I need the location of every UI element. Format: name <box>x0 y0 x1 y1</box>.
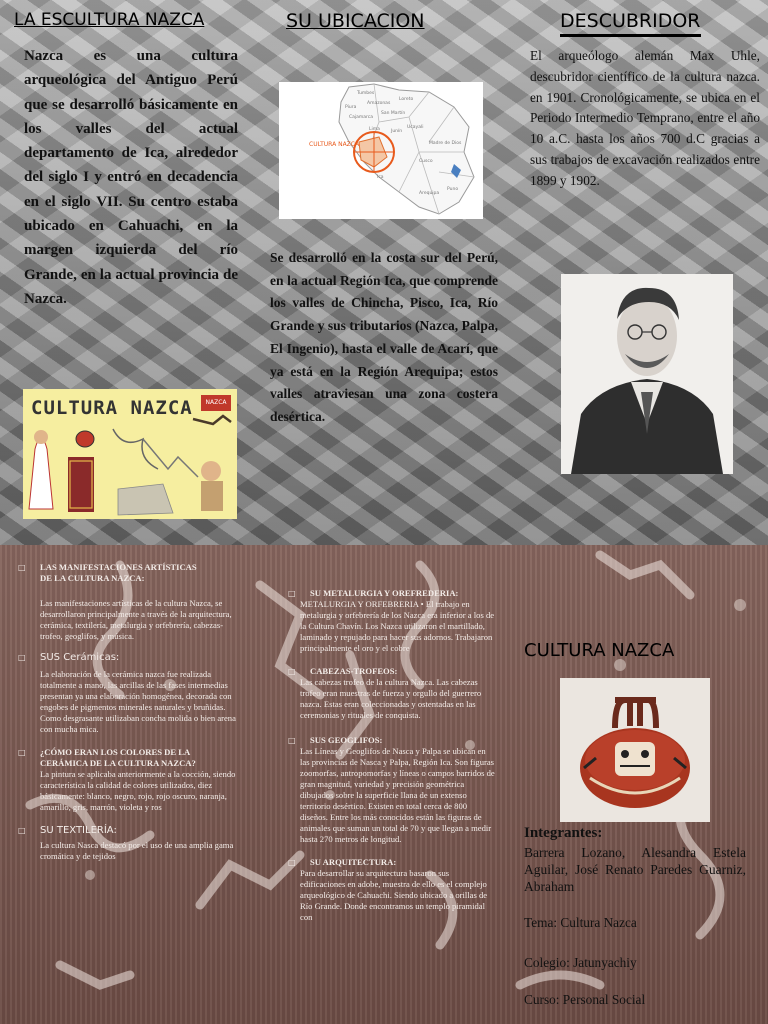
section-heading: CABEZAS-TROFEOS: <box>310 666 398 676</box>
section-geoglifos <box>288 735 496 845</box>
section-body: La pintura se aplicaba anteriormente a la cocción, siendo característica la calidad de colores utilizados, diez básicamente: blanco, negro, rojo, rojo oscuro, naranja, amarillo, gris, marrón, violeta y ros <box>40 769 236 812</box>
map-region: Ucayali <box>407 125 424 130</box>
map-region: Piura <box>345 105 357 110</box>
section-body: Las manifestaciones artísticas de la cultura Nazca, se desarrollaron principalmente a través de la arquitectura, cerámica, textilería, metalurgia y orfebrería, cabezas- trofeo, geoglifos, y música. <box>40 598 232 641</box>
peru-map-image <box>279 82 483 219</box>
intro-paragraph: Nazca es una cultura arqueológica del Antiguo Perú que se desarrolló básicamente en los valles del actual departamento de Ica, alrededor del siglo I y entró en decadencia en el siglo VII. Su centro estaba ubicado en Cahuachi, en la margen izquierda del río Grande, en la actual provincia de Nazca. <box>24 48 238 307</box>
map-region: Amazonas <box>367 101 391 106</box>
section-arquitectura <box>288 857 496 923</box>
bullet-icon: □ <box>288 667 296 676</box>
portrait-icon <box>561 274 733 474</box>
cover-title: CULTURA NAZCA <box>524 640 675 661</box>
banner-badge: NAZCA <box>201 395 231 411</box>
colegio-line: Colegio: Jatunyachiy <box>524 955 637 970</box>
bullet-icon: □ <box>288 736 296 745</box>
section-body: La cultura Nasca destacó por el uso de una amplia gama cromática y de tejidos <box>40 840 234 861</box>
section-heading: SU ARQUITECTURA: <box>310 857 397 867</box>
title-escultura: LA ESCULTURA NAZCA <box>14 10 205 30</box>
section-heading: LAS MANIFESTACIONES ARTÍSTICAS DE LA CULTURA NAZCA: <box>40 562 197 583</box>
map-region: Arequipa <box>419 191 440 196</box>
bullet-icon: □ <box>18 563 26 572</box>
peru-map-icon <box>279 82 483 219</box>
map-region: Cusco <box>419 159 433 164</box>
cultura-nazca-banner <box>23 389 237 519</box>
section-body: Las cabezas trofeo de la cultura Nazca. Las cabezas trofeo eran muestras de fuerza y orgullo del guerrero nazca. Estas eran coleccionadas y ostentadas en las ceremonias y rituales de conquista. <box>300 677 482 720</box>
map-region: Puno <box>447 187 459 192</box>
section-body: Las Líneas y Geoglifos de Nasca y Palpa se ubican en las provincias de Nasca y Palpa, Región Ica. Son figuras zoomorfas, antropomorfas y líneas o campos barridos de gran magnitud, variedad y precisión geométrica dibujados sobre la superficie llana de un extenso territorio desértico. Existen en total cerca de 800 diseños. Entre los más conocidos están las figuras de animales que suman un total de 70 y que llegan a medir hasta 270 metros de longitud. <box>300 746 495 844</box>
banner-title: CULTURA NAZCA <box>31 397 193 419</box>
map-region: Junín <box>391 129 403 134</box>
section-heading: SU TEXTILERÍA: <box>40 825 117 836</box>
bullet-icon: □ <box>18 826 26 835</box>
map-region: Cajamarca <box>349 115 374 120</box>
discoverer-paragraph: El arqueólogo alemán Max Uhle, descubridor científico de la cultura nazca. en 1901. Cronológicamente, se ubica en el Periodo Intermedio Temprano, entre el año 10 a.C. hasta los años 700 d.C gracias a sus trabajos de excavación realizados entre 1899 y 1902. <box>530 48 760 188</box>
map-region: Lima <box>369 127 380 132</box>
location-paragraph: Se desarrolló en la costa sur del Perú, en la actual Región Ica, que comprende los valles de Chincha, Pisco, Ica, Río Grande y sus tributarios (Nazca, Palpa, El Ingenio), hasta el valle de Acarí, que ya está en la Región Arequipa; estos valles atraviesan una zona costera desértica. <box>270 250 498 424</box>
section-body: METALURGIA Y ORFEBRERIA • El trabajo en metalurgia y orfebrería de los Nazca era inferior a los de la Cultura Chavín. Los Nazca utilizaron el martillado, laminado y repujado para hacer sus adornos. Trabajaron principalmente el oro y el cobre <box>300 599 495 653</box>
map-region: Tumbes <box>357 91 375 96</box>
vase-icon <box>560 678 710 822</box>
middle-text-column <box>288 588 496 923</box>
bullet-icon: □ <box>288 858 296 867</box>
banner-illustrations-icon <box>23 389 237 519</box>
bullet-icon: □ <box>18 653 26 662</box>
section-heading: SUS Cerámicas: <box>40 652 120 663</box>
title-descubridor: DESCUBRIDOR <box>560 10 701 37</box>
left-text-column <box>18 562 240 862</box>
tema-line: Tema: Cultura Nazca <box>524 915 637 930</box>
section-colores <box>18 747 240 813</box>
nazca-vase-image <box>560 678 710 822</box>
map-region: Loreto <box>399 97 414 102</box>
section-heading: SUS GEOGLIFOS: <box>310 735 383 745</box>
bullet-icon: □ <box>18 748 26 757</box>
section-metalurgia <box>288 588 496 654</box>
bullet-icon: □ <box>288 589 296 598</box>
members-list: Barrera Lozano, Alesandra Estela Aguilar, José Renato Paredes Guarniz, Abraham <box>524 845 746 894</box>
max-uhle-portrait <box>561 274 733 474</box>
map-region: San Martín <box>381 111 406 116</box>
section-heading: SU METALURGIA Y OREFREDERIA: <box>310 588 459 598</box>
section-heading: ¿CÓMO ERAN LOS COLORES DE LA CERÁMICA DE LA CULTURA NAZCA? <box>40 747 196 768</box>
members-label: Integrantes: <box>524 825 603 841</box>
section-cabezas <box>288 666 496 721</box>
section-ceramicas <box>18 652 240 735</box>
title-ubicacion: SU UBICACION <box>286 10 425 32</box>
curso-line: Curso: Personal Social <box>524 992 646 1007</box>
section-textileria <box>18 825 240 862</box>
map-region: Madre de Dios <box>429 141 462 146</box>
section-body: Para desarrollar su arquitectura basaron sus edificaciones en adobe, muestra de ello es el complejo arqueológico de Cahuachi. Siendo ubicado a orillas de Río Grande. Donde encontramos un templo piramidal con <box>300 868 488 922</box>
bottom-panel <box>0 545 768 1024</box>
map-region: Ica <box>377 175 384 180</box>
section-body: La elaboración de la cerámica nazca fue realizada totalmente a mano, las arcillas de las fases intermedias presentan ya una elaboración homogénea, decorada con engobes de pigmentos minerales naturales y bruñidas. Como desgrasante utilizaban concha molida o bien arena con mucha mica. <box>40 669 236 734</box>
section-manifestaciones <box>18 562 240 642</box>
map-label: CULTURA NAZCA <box>309 141 360 148</box>
